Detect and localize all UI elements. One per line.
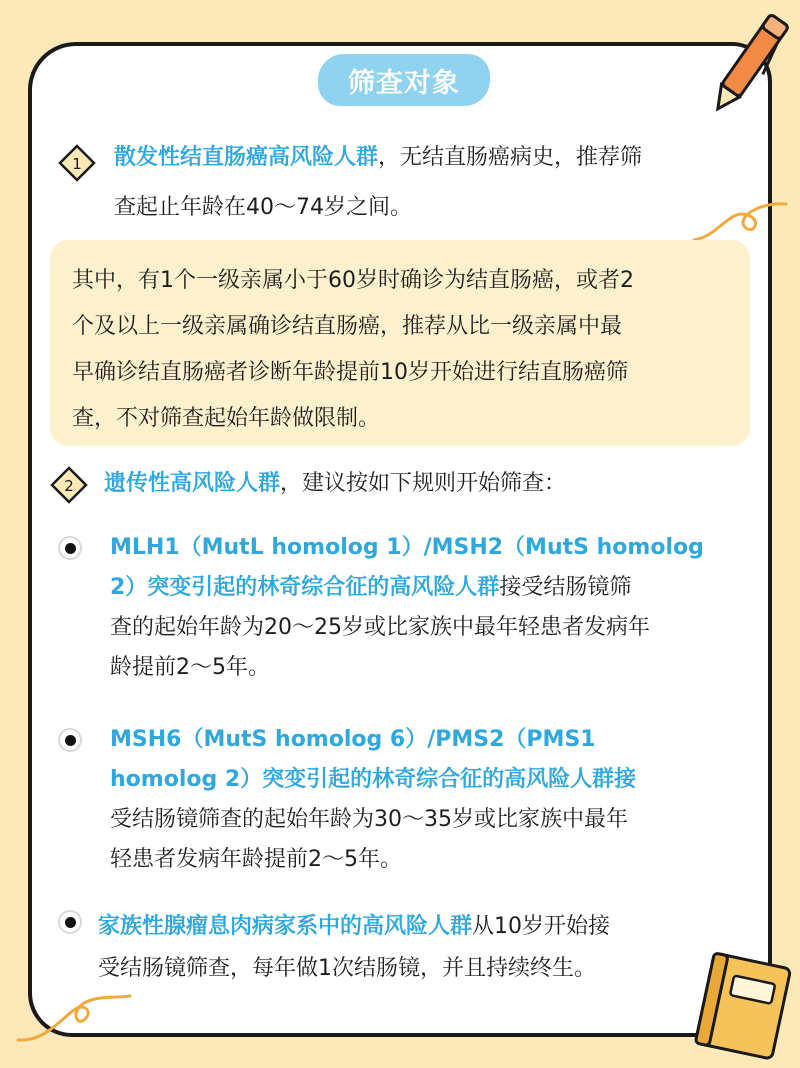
section2-rest: ，建议按如下规则开始筛查： — [280, 471, 567, 496]
number-1-icon — [58, 144, 96, 182]
bullet-icon — [58, 728, 82, 752]
note-line: 查，不对筛查起始年龄做限制。 — [72, 406, 381, 431]
section1-text — [114, 138, 754, 228]
note-text — [72, 258, 752, 442]
bullet-line: 2）突变引起的林奇综合征的高风险人群 — [110, 575, 500, 600]
note-line: 其中，有1个一级亲属小于60岁时确诊为结直肠癌，或者2 — [72, 268, 634, 293]
bullet-line: 查的起始年龄为20～25岁或比家族中最年轻患者发病年 — [110, 615, 650, 640]
bullet-line: 家族性腺瘤息肉病家系中的高风险人群 — [98, 914, 473, 939]
bullet-line: MLH1（MutL homolog 1）/MSH2（MutS homolog — [110, 535, 704, 560]
section1-highlight: 散发性结直肠癌高风险人群 — [114, 145, 379, 170]
bullet-line: 接受结肠镜筛 — [499, 575, 632, 600]
section2-text — [104, 464, 754, 504]
bullet-line: 从10岁开始接 — [472, 914, 611, 939]
bullet-line: homolog 2）突变引起的林奇综合征的高风险人群接 — [110, 767, 637, 792]
bullet-line: 龄提前2～5年。 — [110, 655, 270, 680]
bullet-line: 轻患者发病年龄提前2～5年。 — [110, 847, 402, 872]
bullet-item — [98, 906, 698, 990]
page-title-text: 筛查对象 — [348, 67, 460, 99]
bullet-item — [110, 528, 750, 688]
bullet-line: 受结肠镜筛查的起始年龄为30～35岁或比家族中最年 — [110, 807, 628, 832]
note-line: 个及以上一级亲属确诊结直肠癌，推荐从比一级亲属中最 — [72, 314, 623, 339]
bullet-line: MSH6（MutS homolog 6）/PMS2（PMS1 — [110, 727, 596, 752]
bullet-line: 受结肠镜筛查，每年做1次结肠镜，并且持续终生。 — [98, 956, 596, 981]
note-line: 早确诊结直肠癌者诊断年龄提前10岁开始进行结直肠癌筛 — [72, 360, 628, 385]
squiggle-decoration — [14, 990, 134, 1050]
section1-line2: 查起止年龄在40～74岁之间。 — [114, 195, 412, 220]
pen-icon — [700, 4, 796, 124]
section1-number: 1 — [72, 155, 82, 173]
bullet-item — [110, 720, 750, 880]
bullet-icon — [58, 536, 82, 560]
notebook-icon — [690, 950, 796, 1062]
section2-number: 2 — [64, 477, 74, 495]
bullet-icon — [58, 910, 82, 934]
section1-line1: ，无结直肠癌病史，推荐筛 — [378, 145, 643, 170]
number-2-icon — [50, 466, 88, 504]
page-title — [318, 54, 490, 106]
section2-highlight: 遗传性高风险人群 — [104, 471, 281, 496]
